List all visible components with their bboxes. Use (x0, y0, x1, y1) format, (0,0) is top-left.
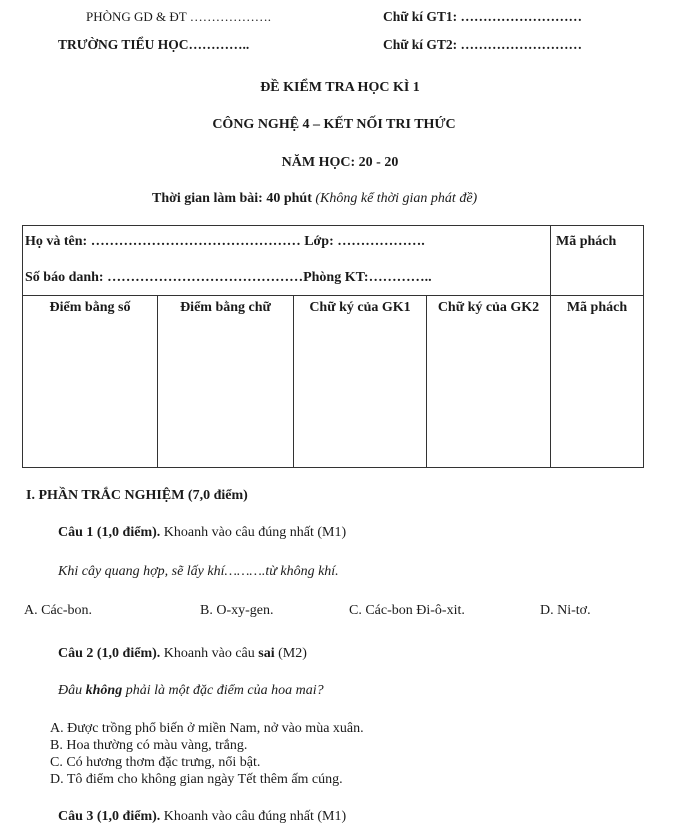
q2-prompt-bold: không (85, 683, 123, 698)
school-year: NĂM HỌC: 20 - 20 (281, 155, 399, 170)
q2-instruction-post: (M2) (274, 646, 307, 661)
q2-option-a: A. Được trồng phổ biến ở miền Nam, nở vào mùa xuân. (50, 721, 364, 736)
signature-gt2: Chữ kí GT2: ……………………… (383, 37, 582, 52)
q1-option-c: C. Các-bon Đi-ô-xit. (349, 603, 465, 618)
q2-option-d: D. Tô điểm cho không gian ngày Tết thêm ấm cúng. (50, 772, 343, 787)
q3-label: Câu 3 (1,0 điểm). (58, 809, 161, 824)
subject-title: CÔNG NGHỆ 4 – KẾT NỐI TRI THỨC (212, 117, 456, 132)
q2-option-b: B. Hoa thường có màu vàng, trắng. (50, 738, 248, 753)
q2-prompt (58, 683, 324, 699)
exam-title: ĐỀ KIỂM TRA HỌC KÌ 1 (260, 80, 420, 95)
q2-instruction-pre: Khoanh vào câu (163, 646, 259, 661)
header-ma-phach: Mã phách (566, 300, 628, 315)
id-room-field: Số báo danh: ……………………………………Phòng KT:………….. (25, 270, 432, 285)
q2-option-c: C. Có hương thơm đặc trưng, nổi bật. (50, 755, 261, 770)
section-title: I. PHẦN TRẮC NGHIỆM (7,0 điểm) (26, 488, 248, 503)
q1-option-a: A. Các-bon. (24, 603, 93, 618)
header-score-words: Điểm bằng chữ (180, 300, 271, 315)
question-3 (58, 809, 346, 825)
q3-instruction: Khoanh vào câu đúng nhất (M1) (163, 809, 347, 824)
q1-instruction: Khoanh vào câu đúng nhất (M1) (163, 525, 347, 540)
header-score-number: Điểm bằng số (49, 300, 131, 315)
q2-prompt-pre: Đâu (58, 683, 86, 698)
q2-options (50, 720, 364, 788)
name-class-field: Họ và tên: ……………………………………… Lớp: ………………. (25, 234, 425, 249)
exam-duration (152, 191, 477, 207)
ma-phach-top: Mã phách (556, 234, 617, 249)
q1-option-b: B. O-xy-gen. (200, 603, 274, 618)
duration-text: Thời gian làm bài: 40 phút (152, 191, 312, 206)
q1-label: Câu 1 (1,0 điểm). (58, 525, 161, 540)
duration-note: (Không kể thời gian phát đề) (315, 191, 478, 206)
question-1 (58, 525, 346, 541)
q1-prompt: Khi cây quang hợp, sẽ lấy khí……….từ không khí. (58, 564, 339, 579)
header-sig-gk2: Chữ ký của GK2 (437, 300, 540, 315)
q2-instruction-bold: sai (258, 646, 275, 661)
q2-prompt-post: phải là một đặc điểm của hoa mai? (122, 683, 324, 698)
student-info-table (22, 225, 644, 468)
question-2 (58, 646, 307, 662)
department-name: PHÒNG GD & ĐT ………………. (86, 9, 272, 24)
school-name: TRƯỜNG TIỂU HỌC………….. (58, 37, 250, 52)
header-sig-gk1: Chữ ký của GK1 (309, 300, 411, 315)
q1-option-d: D. Ni-tơ. (540, 603, 591, 618)
signature-gt1: Chữ kí GT1: ……………………… (383, 9, 582, 24)
q2-label: Câu 2 (1,0 điểm). (58, 646, 161, 661)
